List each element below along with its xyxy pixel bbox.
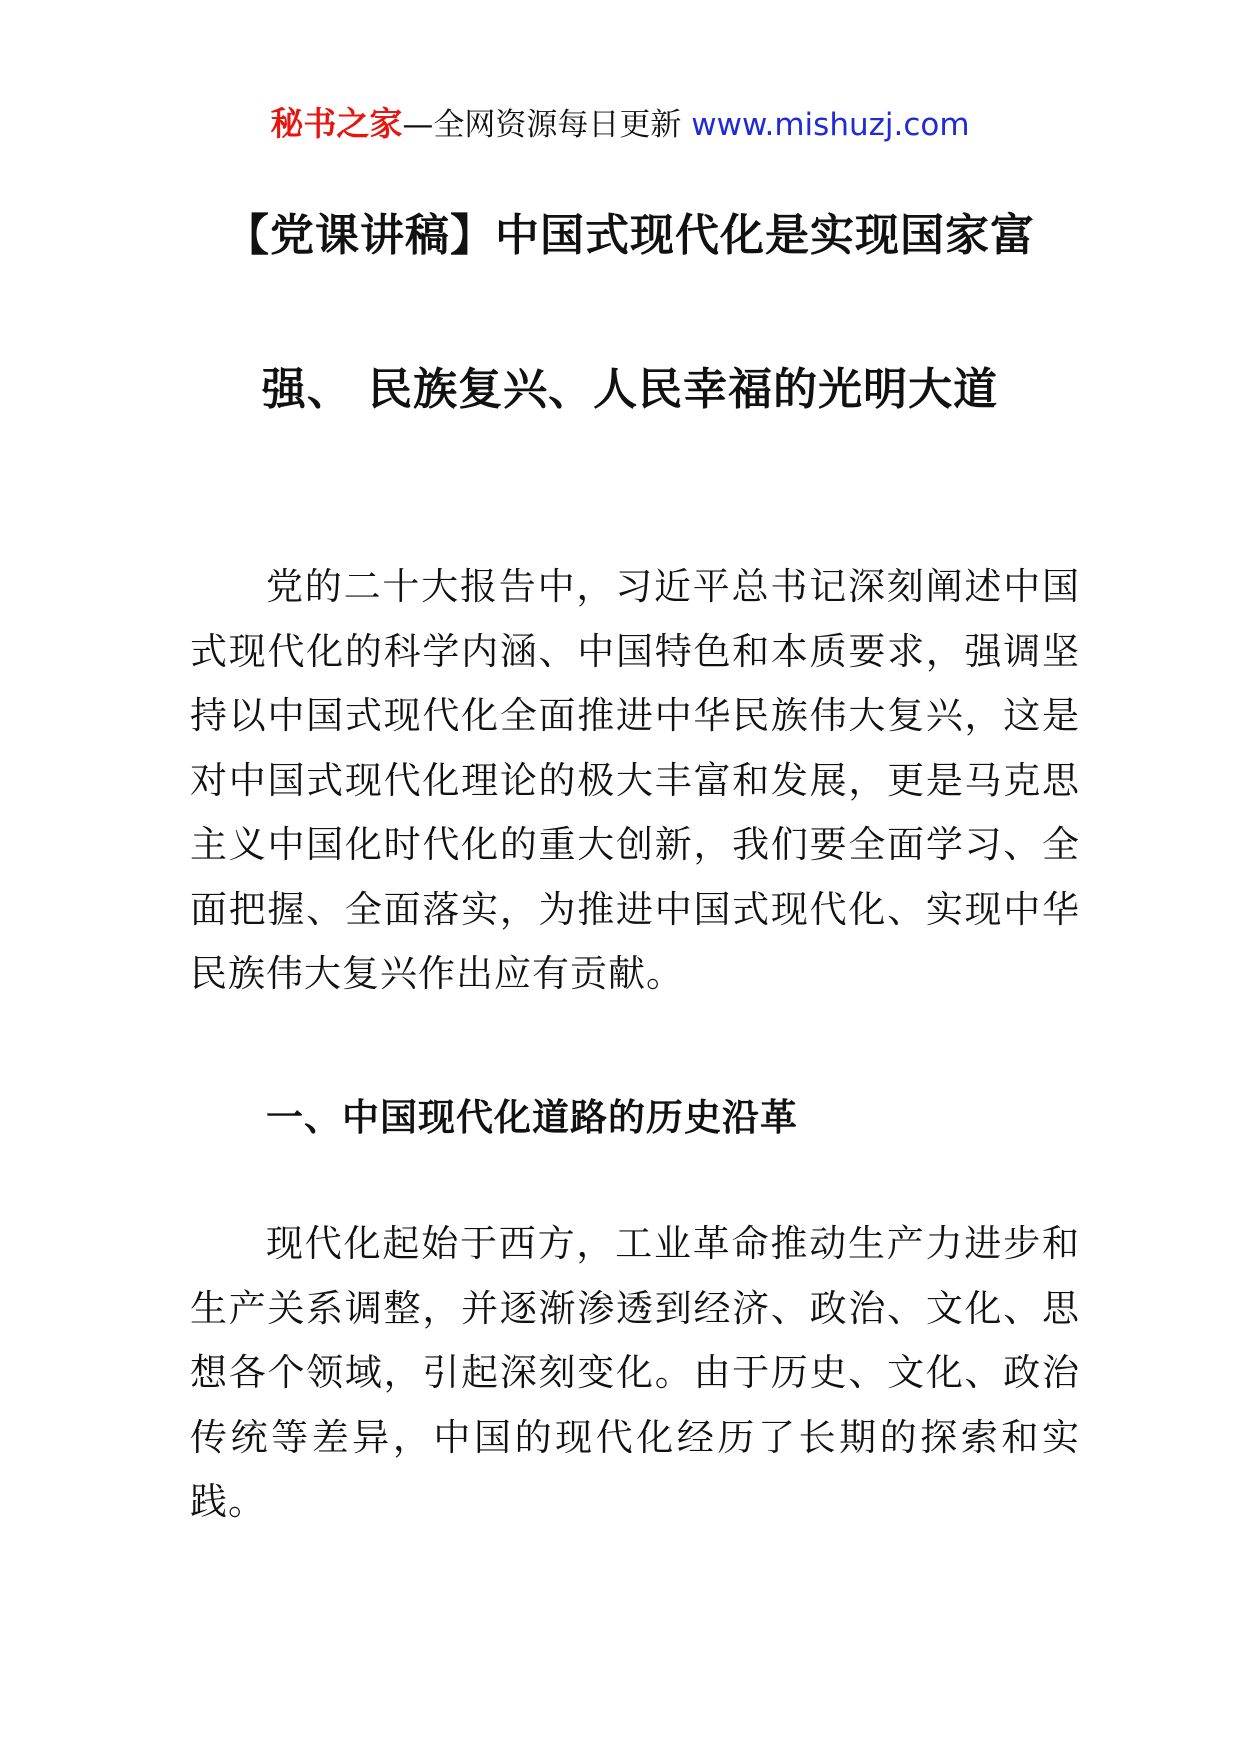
title-line-1: 【党课讲稿】中国式现代化是实现国家富 bbox=[225, 210, 1035, 261]
site-url-link[interactable]: www.mishuzj.com bbox=[691, 107, 970, 143]
section-heading: 一、中国现代化道路的历史沿革 bbox=[266, 1096, 798, 1139]
header-tagline: —全网资源每日更新 bbox=[402, 107, 682, 143]
intro-paragraph: 党的二十大报告中，习近平总书记深刻阐述中国式现代化的科学内涵、中国特色和本质要求，强调坚持以中国式现代化全面推进中华民族伟大复兴，这是对中国式现代化理论的极大丰富和发展，更是马克思主义中国化时代化的重大创新，我们要全面学习、全面把握、全面落实，为推进中国式现代化、实现中华民族伟大复兴作出应有贡献。 bbox=[190, 565, 1080, 995]
section-paragraph: 现代化起始于西方，工业革命推动生产力进步和生产关系调整，并逐渐渗透到经济、政治、文化、思想各个领域，引起深刻变化。由于历史、文化、政治传统等差异，中国的现代化经历了长期的探索和实践。 bbox=[190, 1222, 1080, 1523]
brand-name: 秘书之家 bbox=[270, 104, 403, 143]
title-line-2: 强、 民族复兴、人民幸福的光明大道 bbox=[261, 364, 999, 415]
document-title bbox=[190, 196, 1070, 504]
site-header bbox=[0, 98, 1240, 151]
